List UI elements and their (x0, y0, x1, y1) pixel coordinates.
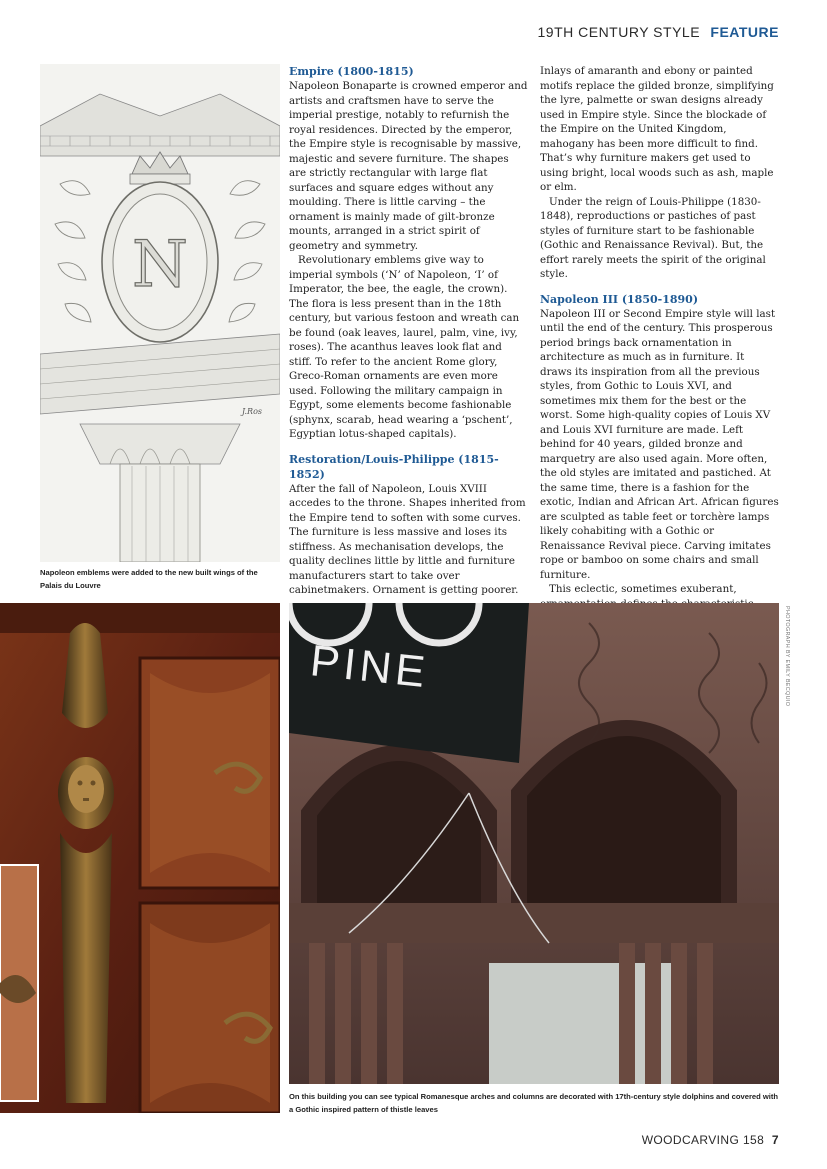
flag-sign-text: PINE (307, 636, 432, 698)
section-title: 19TH CENTURY STYLE (537, 24, 701, 40)
restoration-paragraph-3: Under the reign of Louis-Philippe (1830-1848), reproductions or pastiches of past styles of furniture start to be fashionable (Gothic and Renaissance Revival). But, the effort rarely meets the spirit of the original style. (540, 195, 766, 280)
heading-restoration: Restoration/Louis-Philippe (1815-1852) (289, 452, 499, 481)
empire-paragraph-2: Revolutionary emblems give way to imperial symbols (‘N’ of Napoleon, ‘I’ of Imperator, the bee, the eagle, the crown). The flora is less present than in the 18th century, but various festoon and wreath can be found (oak leaves, laurel, palm, vine, ivy, roses). The acanthus leaves look flat and stiff. To refer to the ancient Rome glory, Greco-Roman ornaments are even more used. Following the military campaign in Egypt, some elements become fashionable (sphynx, scarab, head wearing a ‘pschent’, Egyptian lotus-shaped capitals). (289, 254, 520, 440)
gilt-bronze-mount-photo (0, 603, 280, 1113)
restoration-paragraph-1: After the fall of Napoleon, Louis XVIII accedes to the throne. Shapes inherited from the Empire tend to soften with some curves. The furniture is less massive and loses its stiffness. As mechanisation develops, the quality declines little by little and furniture manufacturers start to take over cabinetmakers. Ornament is getting poorer. (289, 482, 526, 596)
photo-credit: PHOTOGRAPH BY EMILY BECQUIO (784, 606, 790, 707)
page-footer (642, 1133, 779, 1147)
artist-signature: J.Ros (241, 407, 262, 416)
napoleon-monogram: N (132, 228, 188, 302)
empire-paragraph-1: Napoleon Bonaparte is crowned emperor and artists and craftsmen have to serve the imperial prestige, notably to refurnish the royal residences. Directed by the emperor, the Empire style is recognisable by massive, majestic and severe furniture. The shapes are strictly rectangular with large flat surfaces and square edges without any moulding. There is little carving – the ornament is mainly made of gilt-bronze mounts, arranged in a strict spirit of geometry and symmetry. (289, 80, 528, 252)
napoleon-iii-paragraph-1: Napoleon III or Second Empire style will last until the end of the century. This prosperous period brings back ornamentation in architecture as much as in furniture. It draws its inspiration from all the previous styles, from Gothic to Louis XVI, and sometimes mix them for the best or the worst. Some high-quality copies of Louis XV and Louis XVI furniture are made. Left behind for 40 years, gilded bronze and marquetry are also used again. More often, the old styles are imitated and pastiched. At the same time, there is a fashion for the exotic, Indian and African Art. African figures are sculpted as table feet or torchère lamps likely cohabiting with a Gothic or Renaissance Revival piece. Carving imitates rope or bamboo on some chairs and small furniture. (540, 307, 779, 581)
magazine-issue: WOODCARVING 158 (641, 1133, 765, 1147)
page-number: 7 (771, 1133, 779, 1147)
heading-napoleon-iii: Napoleon III (1850-1890) (540, 292, 699, 306)
running-header (538, 24, 780, 40)
caption-sketch: Napoleon emblems were added to the new built wings of the Palais du Louvre (40, 568, 258, 590)
napoleon-emblem-sketch (40, 64, 280, 562)
article-column-2 (540, 64, 779, 627)
napoleon-iii-paragraph-2-text: This eclectic, sometimes exuberant, (549, 583, 737, 595)
heading-empire: Empire (1800-1815) (289, 65, 414, 78)
feature-label: FEATURE (710, 24, 779, 40)
caption-building: On this building you can see typical Romanesque arches and columns are decorated with 17th-century style dolphins and covered with a Gothic inspired pattern of thistle leaves (289, 1092, 779, 1114)
restoration-paragraph-2: Inlays of amaranth and ebony or painted motifs replace the gilded bronze, simplifying the lyre, palmette or swan designs already used in Empire style. Since the blockade of the Empire on the United Kingdom, mahogany has been more difficult to find. That’s why furniture makers get used to using bright, local woods such as ash, maple or elm. (540, 65, 774, 193)
romanesque-building-photo (289, 603, 779, 1084)
article-column-1 (289, 64, 528, 598)
